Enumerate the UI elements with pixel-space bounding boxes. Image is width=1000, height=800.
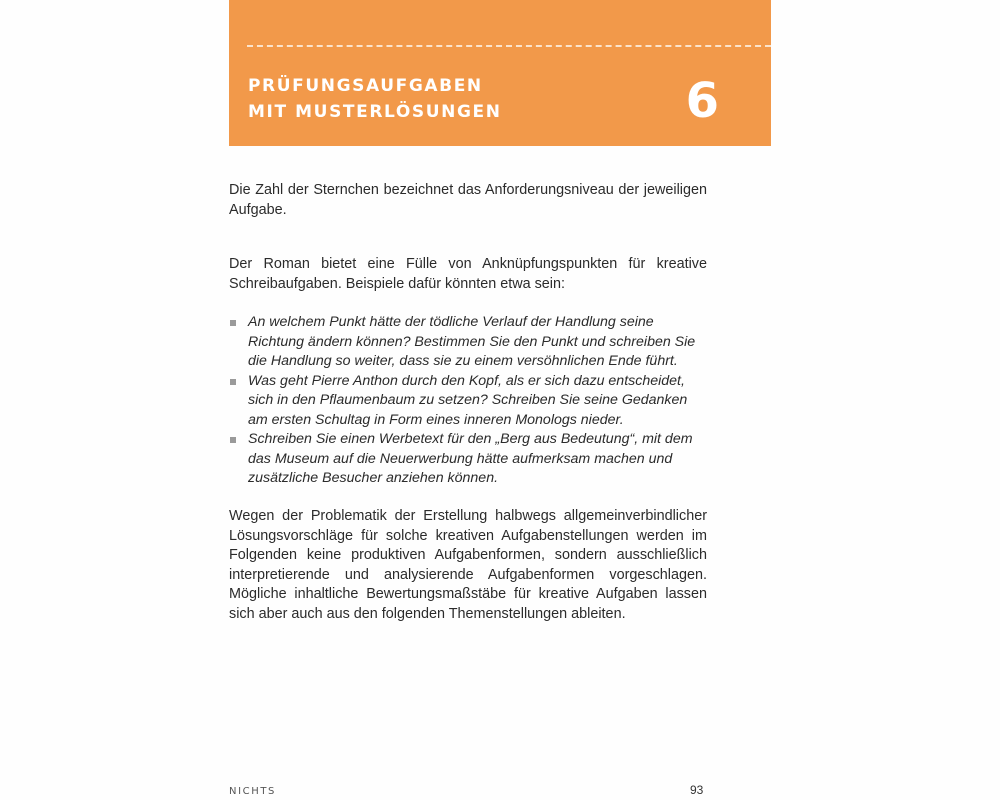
list-item (229, 313, 709, 372)
intro-paragraph: Die Zahl der Sternchen bezeichnet das Anforderungsniveau der jeweiligen Aufgabe. (229, 182, 707, 218)
dashed-divider (247, 45, 771, 47)
chapter-title (248, 73, 628, 125)
creative-tasks-paragraph: Der Roman bietet eine Fülle von Anknüpfungspunkten für kreative Schreibaufgaben. Beispiele dafür könnten etwa sein: (229, 256, 707, 292)
page-number: 93 (690, 783, 704, 797)
list-item-text: Was geht Pierre Anthon durch den Kopf, als er sich dazu entscheidet, sich in den Pflaumenbaum zu setzen? Schreiben Sie seine Gedanken am ersten Schultag in Form eines inneren Monologs nieder. (248, 372, 688, 428)
square-bullet-icon (230, 320, 236, 326)
square-bullet-icon (230, 379, 236, 385)
running-footer-title: NICHTS (229, 786, 276, 797)
list-item (229, 430, 709, 489)
chapter-banner (229, 0, 771, 146)
creative-task-list (229, 313, 709, 489)
square-bullet-icon (230, 437, 236, 443)
chapter-title-line-1: PRÜFUNGSAUFGABEN (248, 76, 483, 96)
list-item (229, 372, 709, 431)
closing-paragraph: Wegen der Problematik der Erstellung halbwegs allgemeinverbindlicher Lösungsvorschläge für solche kreativen Aufgabenstellungen werden im Folgenden keine produktiven Aufgabenformen, sondern ausschließlich interpretierende und analysierende Aufgabenformen vorgeschlagen. Mögliche inhaltliche Bewertungsmaßstäbe für kreative Aufgaben lassen sich aber auch aus den folgenden Themenstellungen ableiten. (229, 508, 707, 622)
list-item-text: Schreiben Sie einen Werbetext für den „Berg aus Bedeutung“, mit dem das Museum auf die Neuerwerbung hätte aufmerksam machen und zusätzliche Besucher anziehen können. (248, 431, 693, 486)
list-item-text: An welchem Punkt hätte der tödliche Verlauf der Handlung seine Richtung ändern können? Bestimmen Sie den Punkt und schreiben Sie die Handlung so weiter, dass sie zu einem versöhnlichen Ende führt. (248, 314, 696, 369)
chapter-title-line-2: MIT MUSTERLÖSUNGEN (248, 102, 502, 122)
chapter-number: 6 (685, 73, 719, 129)
